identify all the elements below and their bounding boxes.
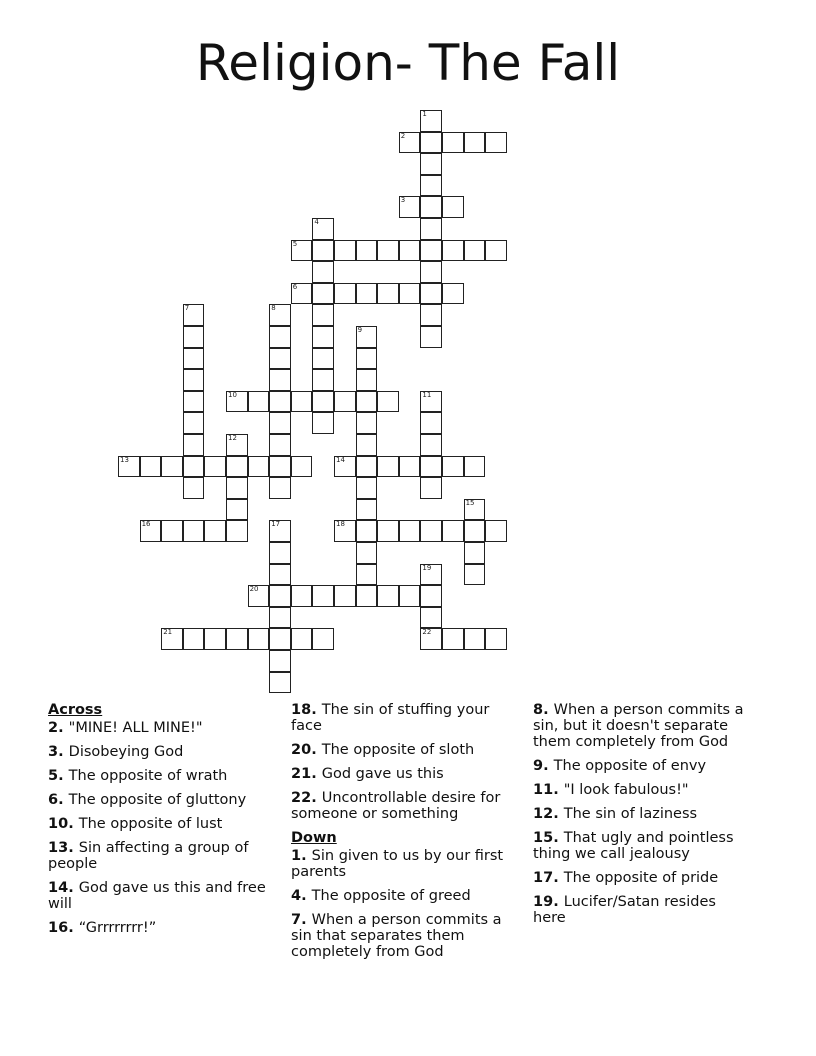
grid-cell[interactable] [356,542,378,564]
clue-text: "MINE! ALL MINE!" [68,720,203,736]
clue-number-dot: . [543,702,554,718]
grid-cell[interactable] [312,391,334,413]
grid-cell[interactable] [334,456,356,478]
clue-number: 6 [48,792,59,808]
grid-cell[interactable] [356,326,378,348]
clue-number: 10 [48,816,69,832]
clue-number-dot: . [311,766,322,782]
clue-number: 9 [533,758,544,774]
clue-number-dot: . [58,768,69,784]
grid-cell[interactable] [161,628,183,650]
clue-text: “Grrrrrrrr!” [78,920,157,936]
grid-cell[interactable] [485,132,507,154]
grid-cell[interactable] [420,153,442,175]
puzzle-title: Religion- The Fall [195,34,621,92]
clue-item [291,888,513,904]
clue-item [533,870,753,886]
grid-cell[interactable] [420,628,442,650]
clue-item [533,894,753,926]
clue-item [48,840,276,872]
clue-number: 9 [357,326,363,334]
grid-cell[interactable] [269,650,291,672]
grid-cell[interactable] [226,499,248,521]
grid-cell[interactable] [334,283,356,305]
grid-cell[interactable] [269,520,291,542]
clue-text: Uncontrollable desire for someone or something [291,790,501,822]
clue-number: 3 [400,196,406,205]
clue-item [533,702,753,750]
grid-cell[interactable] [377,240,399,262]
grid-cell[interactable] [420,564,442,586]
clue-text: Sin given to us by our first parents [291,848,504,880]
grid-cell[interactable] [312,326,334,348]
grid-cell[interactable] [269,564,291,586]
clue-number: 2 [400,131,406,140]
grid-cell[interactable] [356,477,378,499]
grid-cell[interactable] [464,628,486,650]
clue-number-dot: . [68,920,79,936]
grid-cell[interactable] [269,542,291,564]
grid-cell[interactable] [464,564,486,586]
grid-cell[interactable] [118,456,140,478]
grid-cell[interactable] [291,628,313,650]
clue-number: 4 [291,888,302,904]
clue-number: 11 [422,390,432,399]
clue-number: 14 [48,880,69,896]
clue-number: 17 [271,520,281,529]
grid-cell[interactable] [420,196,442,218]
grid-cell[interactable] [464,240,486,262]
clue-column-3 [533,702,753,934]
grid-cell[interactable] [291,283,313,305]
clue-number: 21 [291,766,312,782]
grid-cell[interactable] [334,240,356,262]
clue-text: The opposite of wrath [68,768,228,784]
grid-cell[interactable] [312,283,334,305]
grid-cell[interactable] [464,456,486,478]
grid-cell[interactable] [356,369,378,391]
clue-text: The opposite of lust [78,816,223,832]
grid-cell[interactable] [356,240,378,262]
clue-number: 21 [163,628,173,637]
grid-cell[interactable] [464,499,486,521]
clue-number-dot: . [68,840,79,856]
grid-cell[interactable] [356,412,378,434]
clue-number: 3 [48,744,59,760]
grid-cell[interactable] [485,628,507,650]
clue-text: Lucifer/Satan resides here [533,894,716,926]
clue-number-dot: . [311,790,322,806]
clue-item [48,792,276,808]
clue-number: 20 [249,585,259,594]
grid-cell[interactable] [269,412,291,434]
grid-cell[interactable] [464,132,486,154]
grid-cell[interactable] [420,175,442,197]
grid-cell[interactable] [312,412,334,434]
grid-cell[interactable] [204,628,226,650]
clue-number-dot: . [58,744,69,760]
grid-cell[interactable] [183,434,205,456]
grid-cell[interactable] [312,261,334,283]
clue-text: That ugly and pointless thing we call jealousy [533,830,734,862]
grid-cell[interactable] [248,585,270,607]
clue-number-dot: . [58,792,69,808]
clue-number: 5 [292,239,298,248]
grid-cell[interactable] [442,196,464,218]
clue-item [291,702,513,734]
clue-text: The opposite of sloth [321,742,475,758]
grid-cell[interactable] [420,477,442,499]
grid-cell[interactable] [204,456,226,478]
clue-text: Sin affecting a group of people [48,840,249,872]
grid-cell[interactable] [248,456,270,478]
clue-number-dot: . [553,830,564,846]
clue-number: 13 [120,455,129,464]
clue-number-dot: . [553,894,564,910]
grid-cell[interactable] [312,369,334,391]
grid-cell[interactable] [356,456,378,478]
clue-number-dot: . [301,848,312,864]
grid-cell[interactable] [183,456,205,478]
clue-number: 7 [291,912,302,928]
grid-cell[interactable] [356,348,378,370]
grid-cell[interactable] [183,628,205,650]
grid-cell[interactable] [377,585,399,607]
clue-text: Disobeying God [68,744,184,760]
grid-cell[interactable] [312,585,334,607]
clue-item [533,782,753,798]
clue-number: 19 [533,894,554,910]
grid-cell[interactable] [356,564,378,586]
grid-cell[interactable] [399,196,421,218]
grid-cell[interactable] [420,218,442,240]
clue-number: 12 [228,434,237,442]
clue-item [291,790,513,822]
clue-item [291,848,513,880]
grid-cell[interactable] [399,132,421,154]
clue-number-dot: . [553,870,564,886]
grid-cell[interactable] [161,456,183,478]
across-heading: Across [48,702,103,718]
clue-column-2 [291,702,513,968]
grid-cell[interactable] [356,499,378,521]
grid-cell[interactable] [269,672,291,694]
clue-text: When a person commits a sin, but it doesn't separate them completely from God [533,702,744,750]
clue-number: 18 [291,702,312,718]
grid-cell[interactable] [420,456,442,478]
clue-number: 10 [228,390,237,399]
clue-number: 12 [533,806,554,822]
grid-cell[interactable] [356,283,378,305]
clue-item [533,830,753,862]
grid-cell[interactable] [442,456,464,478]
clue-number: 19 [422,563,432,572]
grid-cell[interactable] [312,348,334,370]
grid-cell[interactable] [269,304,291,326]
clue-number-dot: . [68,816,79,832]
grid-cell[interactable] [420,283,442,305]
grid-cell[interactable] [420,110,442,132]
grid-cell[interactable] [464,520,486,542]
grid-cell[interactable] [269,477,291,499]
grid-cell[interactable] [464,542,486,564]
grid-cell[interactable] [485,240,507,262]
clue-item [291,742,513,758]
grid-cell[interactable] [291,240,313,262]
grid-cell[interactable] [334,585,356,607]
clue-number: 4 [314,218,319,226]
clue-item [291,912,513,960]
clue-number: 2 [48,720,59,736]
grid-cell[interactable] [334,391,356,413]
clue-number: 22 [291,790,312,806]
grid-cell[interactable] [420,585,442,607]
clue-text: The sin of stuffing your face [291,702,490,734]
grid-cell[interactable] [334,520,356,542]
grid-cell[interactable] [442,132,464,154]
grid-cell[interactable] [226,434,248,456]
clue-item [48,920,276,936]
grid-cell[interactable] [183,412,205,434]
grid-cell[interactable] [312,240,334,262]
grid-cell[interactable] [269,628,291,650]
grid-cell[interactable] [420,412,442,434]
clue-number: 15 [465,498,475,507]
clue-text: The opposite of greed [311,888,471,904]
grid-cell[interactable] [399,240,421,262]
grid-cell[interactable] [399,585,421,607]
grid-cell[interactable] [377,520,399,542]
clue-number: 8 [271,304,276,313]
grid-cell[interactable] [226,456,248,478]
clue-number-dot: . [553,806,564,822]
grid-cell[interactable] [312,218,334,240]
grid-cell[interactable] [420,261,442,283]
clue-number: 14 [336,455,345,464]
grid-cell[interactable] [485,520,507,542]
clue-item [48,880,276,912]
grid-cell[interactable] [356,434,378,456]
grid-cell[interactable] [377,283,399,305]
grid-cell[interactable] [269,456,291,478]
grid-cell[interactable] [183,369,205,391]
clue-text: God gave us this and free will [48,880,266,912]
grid-cell[interactable] [377,391,399,413]
grid-cell[interactable] [226,520,248,542]
grid-cell[interactable] [442,520,464,542]
clue-text: The opposite of envy [553,758,707,774]
grid-cell[interactable] [420,304,442,326]
grid-cell[interactable] [399,283,421,305]
grid-cell[interactable] [356,585,378,607]
grid-cell[interactable] [420,520,442,542]
grid-cell[interactable] [420,326,442,348]
clue-number-dot: . [301,888,312,904]
grid-cell[interactable] [269,607,291,629]
clue-item [48,720,276,736]
grid-cell[interactable] [183,391,205,413]
grid-cell[interactable] [226,391,248,413]
clue-number: 1 [422,110,427,118]
grid-cell[interactable] [356,520,378,542]
grid-cell[interactable] [183,520,205,542]
clue-number: 22 [422,628,432,637]
clue-item [48,744,276,760]
clue-number: 16 [48,920,69,936]
grid-cell[interactable] [291,585,313,607]
clue-number-dot: . [311,702,322,718]
grid-cell[interactable] [269,585,291,607]
clue-number: 11 [533,782,554,798]
clue-number: 16 [141,520,151,529]
grid-cell[interactable] [226,477,248,499]
clue-text: The sin of laziness [563,806,698,822]
grid-cell[interactable] [420,391,442,413]
clue-number: 1 [291,848,302,864]
grid-cell[interactable] [183,348,205,370]
clue-item [533,758,753,774]
clue-number-dot: . [301,912,312,928]
grid-cell[interactable] [269,348,291,370]
clue-number: 7 [184,304,190,313]
grid-cell[interactable] [140,456,162,478]
grid-cell[interactable] [312,304,334,326]
clue-number-dot: . [543,758,554,774]
clue-number-dot: . [553,782,564,798]
clue-number: 5 [48,768,59,784]
clue-number-dot: . [311,742,322,758]
grid-cell[interactable] [442,283,464,305]
grid-cell[interactable] [269,391,291,413]
clue-item [533,806,753,822]
grid-cell[interactable] [356,391,378,413]
clue-item [291,766,513,782]
clue-text: "I look fabulous!" [563,782,689,798]
clue-column-1 [48,702,276,944]
clue-number: 18 [336,520,345,529]
grid-cell[interactable] [399,456,421,478]
clue-text: God gave us this [321,766,444,782]
grid-cell[interactable] [442,628,464,650]
clue-number: 15 [533,830,554,846]
grid-cell[interactable] [420,240,442,262]
clue-text: When a person commits a sin that separates them completely from God [291,912,502,960]
grid-cell[interactable] [248,391,270,413]
grid-cell[interactable] [140,520,162,542]
grid-cell[interactable] [248,628,270,650]
grid-cell[interactable] [377,456,399,478]
grid-cell[interactable] [161,520,183,542]
grid-cell[interactable] [420,132,442,154]
clue-item [48,768,276,784]
clue-item [48,816,276,832]
grid-cell[interactable] [312,628,334,650]
clue-text: The opposite of pride [563,870,719,886]
clue-number: 6 [292,282,298,291]
grid-cell[interactable] [420,434,442,456]
clue-number: 13 [48,840,69,856]
clue-text: The opposite of gluttony [68,792,247,808]
grid-cell[interactable] [399,520,421,542]
grid-cell[interactable] [226,628,248,650]
grid-cell[interactable] [183,304,205,326]
grid-cell[interactable] [183,477,205,499]
grid-cell[interactable] [442,240,464,262]
grid-cell[interactable] [420,607,442,629]
grid-cell[interactable] [183,326,205,348]
grid-cell[interactable] [291,391,313,413]
clue-number-dot: . [68,880,79,896]
grid-cell[interactable] [269,326,291,348]
clue-number-dot: . [58,720,69,736]
down-heading: Down [291,830,337,846]
clue-number: 17 [533,870,554,886]
clue-number: 8 [533,702,544,718]
grid-cell[interactable] [204,520,226,542]
clue-number: 20 [291,742,312,758]
grid-cell[interactable] [269,434,291,456]
grid-cell[interactable] [269,369,291,391]
grid-cell[interactable] [291,456,313,478]
